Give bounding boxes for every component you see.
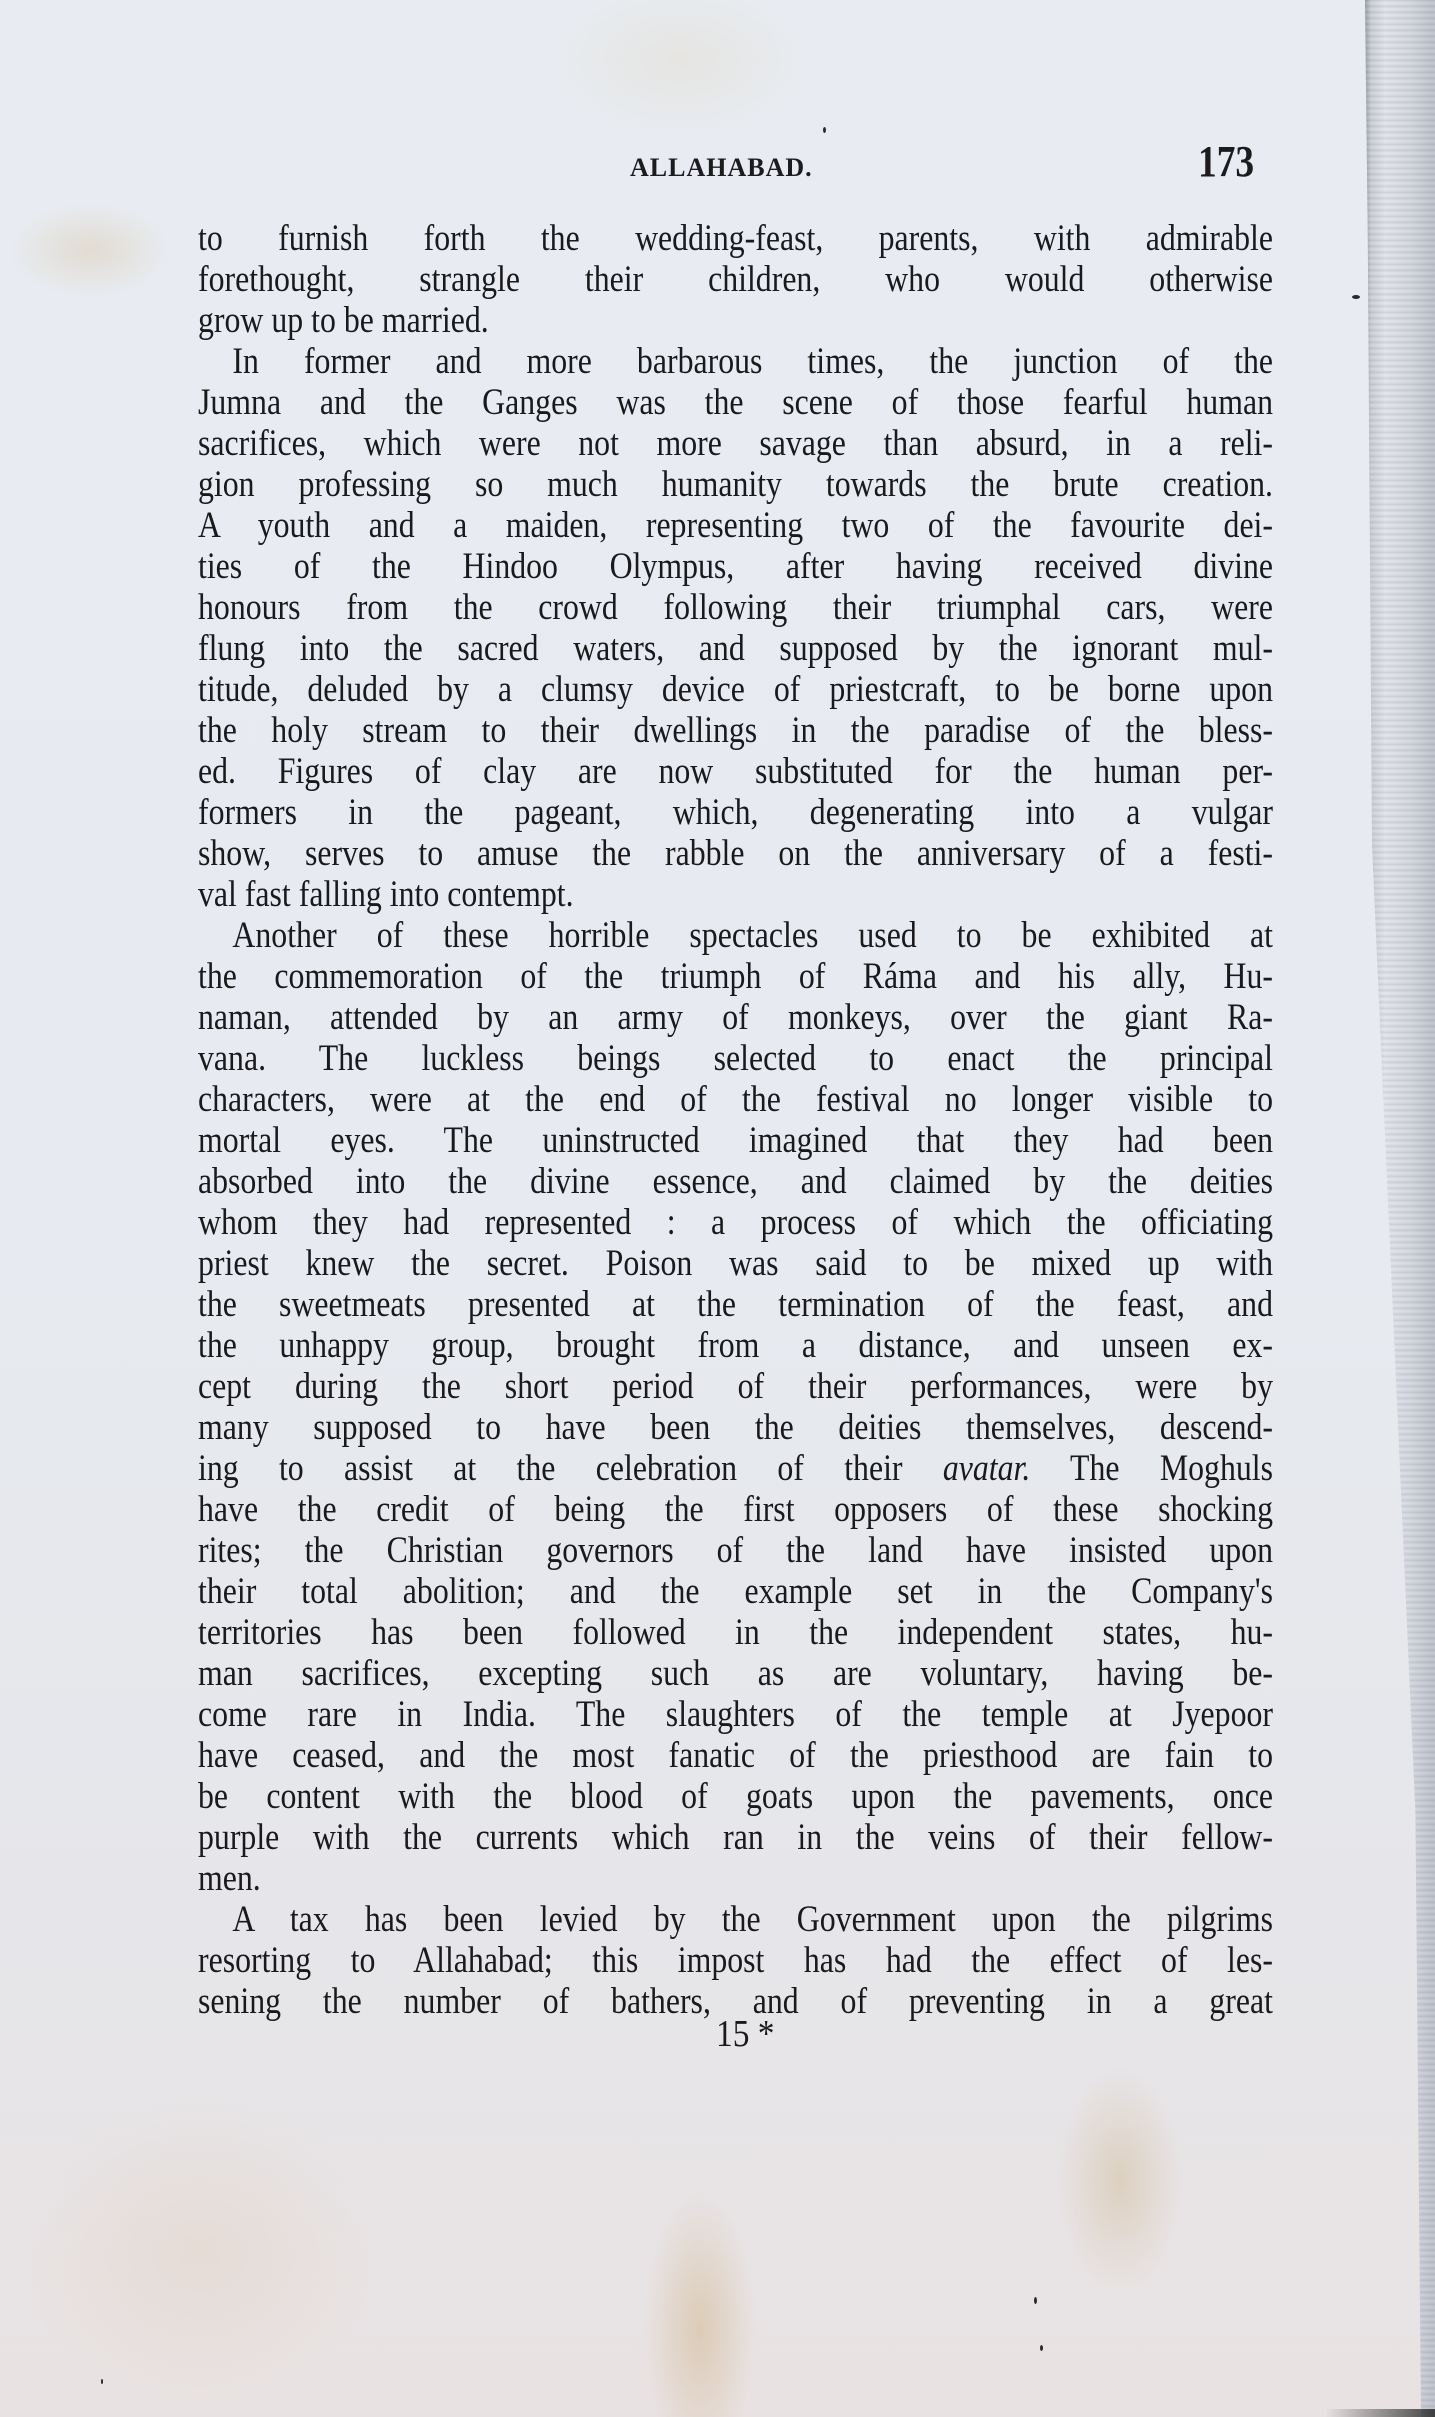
running-head: ALLAHABAD. [630, 153, 813, 182]
mixed-line: ing to assist at the celebration of their avatar. The Moghuls [198, 1448, 1273, 1489]
text-line: mortal eyes. The uninstructed imagined that they had been [198, 1120, 1273, 1161]
paragraph-start-line: A tax has been levied by the Government upon the pilgrims [232, 1899, 1273, 1940]
text-line: sacrifices, which were not more savage than absurd, in a reli- [198, 423, 1273, 464]
text-line: priest knew the secret. Poison was said to be mixed up with [198, 1243, 1273, 1284]
paragraph-start-line: In former and more barbarous times, the junction of the [232, 341, 1273, 382]
body-text [198, 218, 1273, 2022]
text-line: Jumna and the Ganges was the scene of those fearful human [198, 382, 1273, 423]
page-edge [1365, 0, 1435, 2417]
text-line: come rare in India. The slaughters of the temple at Jyepoor [198, 1694, 1273, 1735]
text-line: gion professing so much humanity towards the brute creation. [198, 464, 1273, 505]
text-line: whom they had represented : a process of which the officiating [198, 1202, 1273, 1243]
text-line-with-italic [198, 1448, 1273, 1489]
page-bottom-shadow [1325, 2409, 1435, 2417]
text-line: titude, deluded by a clumsy device of priestcraft, to be borne upon [198, 669, 1273, 710]
text-line: to furnish forth the wedding-feast, parents, with admirable [198, 218, 1273, 259]
text-line: the unhappy group, brought from a distance, and unseen ex- [198, 1325, 1273, 1366]
text-line: be content with the blood of goats upon the pavements, once [198, 1776, 1273, 1817]
ink-speck [101, 2379, 103, 2384]
text-line: absorbed into the divine essence, and claimed by the deities [198, 1161, 1273, 1202]
text-line: resorting to Allahabad; this impost has had the effect of les- [198, 1940, 1273, 1981]
text-line: the commemoration of the triumph of Ráma and his ally, Hu- [198, 956, 1273, 997]
paragraph-start-line: Another of these horrible spectacles used to be exhibited at [232, 915, 1273, 956]
text-line: many supposed to have been the deities themselves, descend- [198, 1407, 1273, 1448]
text-line: show, serves to amuse the rabble on the anniversary of a festi- [198, 833, 1273, 874]
text-line: grow up to be married. [198, 300, 489, 341]
text-line: their total abolition; and the example set in the Company's [198, 1571, 1273, 1612]
text-line: ed. Figures of clay are now substituted for the human per- [198, 751, 1273, 792]
text-line: ties of the Hindoo Olympus, after having received divine [198, 546, 1273, 587]
text-line: territories has been followed in the independent states, hu- [198, 1612, 1273, 1653]
text-line: man sacrifices, excepting such as are voluntary, having be- [198, 1653, 1273, 1694]
text-line: have the credit of being the first opposers of these shocking [198, 1489, 1273, 1530]
text-line: characters, were at the end of the festival no longer visible to [198, 1079, 1273, 1120]
text-line: naman, attended by an army of monkeys, over the giant Ra- [198, 997, 1273, 1038]
text-line: formers in the pageant, which, degenerating into a vulgar [198, 792, 1273, 833]
signature-mark: 15 * [716, 2013, 775, 2055]
text-line: the holy stream to their dwellings in the paradise of the bless- [198, 710, 1273, 751]
text-line: men. [198, 1858, 261, 1899]
text-line: purple with the currents which ran in the veins of their fellow- [198, 1817, 1273, 1858]
text-line: cept during the short period of their performances, were by [198, 1366, 1273, 1407]
ink-speck [1040, 2345, 1043, 2351]
text-line: A youth and a maiden, representing two of the favourite dei- [198, 505, 1273, 546]
ink-speck [1034, 2297, 1037, 2304]
text-line: forethought, strangle their children, who would otherwise [198, 259, 1273, 300]
text-line: the sweetmeats presented at the termination of the feast, and [198, 1284, 1273, 1325]
ink-speck [823, 127, 826, 133]
text-line: have ceased, and the most fanatic of the priesthood are fain to [198, 1735, 1273, 1776]
text-line: rites; the Christian governors of the land have insisted upon [198, 1530, 1273, 1571]
text-line: honours from the crowd following their triumphal cars, were [198, 587, 1273, 628]
text-line: val fast falling into contempt. [198, 874, 574, 915]
text-line: sening the number of bathers, and of preventing in a great [198, 1981, 1273, 2022]
ink-speck [1352, 295, 1360, 299]
page-number: 173 [1198, 137, 1255, 186]
italic-word: avatar. [942, 1448, 1031, 1489]
text-line: flung into the sacred waters, and supposed by the ignorant mul- [198, 628, 1273, 669]
text-line: vana. The luckless beings selected to enact the principal [198, 1038, 1273, 1079]
